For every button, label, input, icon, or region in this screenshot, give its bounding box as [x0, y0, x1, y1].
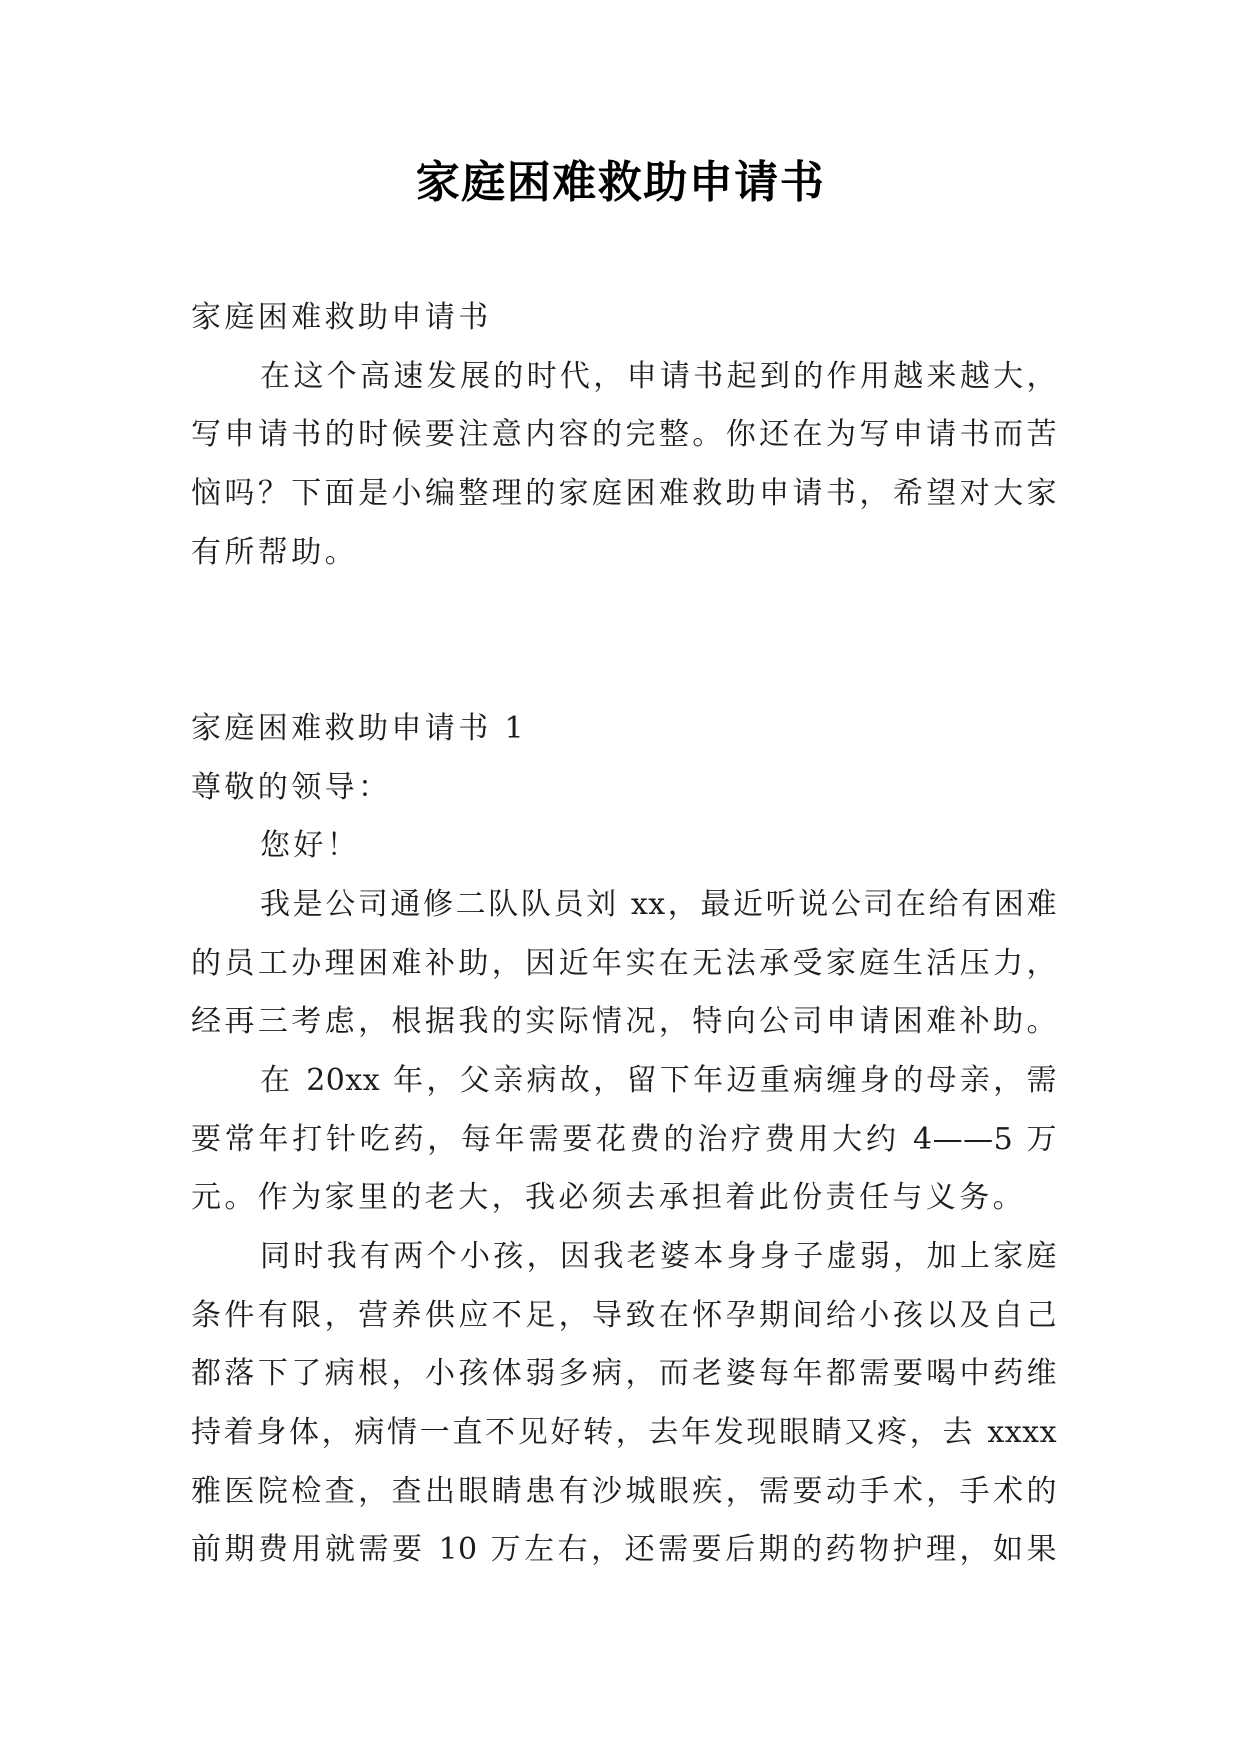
document-title: 家庭困难救助申请书 [415, 157, 826, 208]
letter-paragraph-line: 经再三考虑，根据我的实际情况，特向公司申请困难补助。 [191, 1004, 1057, 1040]
letter-salutation: 尊敬的领导： [191, 769, 392, 805]
intro-heading: 家庭困难救助申请书 [191, 300, 492, 335]
document-body [191, 289, 1057, 1580]
intro-paragraph-line: 写申请书的时候要注意内容的完整。你还在为写申请书而苦 [191, 417, 1057, 453]
letter-greeting: 您好！ [260, 828, 361, 864]
letter-paragraph-1 [191, 876, 1057, 1052]
intro-paragraph-line: 恼吗？下面是小编整理的家庭困难救助申请书，希望对大家 [191, 476, 1057, 512]
letter-heading: 家庭困难救助申请书 1 [191, 710, 528, 746]
letter-paragraph-line: 要常年打针吃药，每年需要花费的治疗费用大约 4——5 万 [191, 1121, 1057, 1157]
letter-paragraph-line: 元。作为家里的老大，我必须去承担着此份责任与义务。 [191, 1180, 1026, 1216]
letter-paragraph-line: 条件有限，营养供应不足，导致在怀孕期间给小孩以及自己 [191, 1297, 1057, 1333]
letter-paragraph-line: 前期费用就需要 10 万左右，还需要后期的药物护理，如果 [191, 1532, 1057, 1568]
letter-paragraph-line: 持着身体，病情一直不见好转，去年发现眼睛又疼，去 xxxx [191, 1415, 1057, 1451]
letter-paragraph-line: 的员工办理困难补助，因近年实在无法承受家庭生活压力， [191, 945, 1057, 981]
letter-paragraph-line: 雅医院检查，查出眼睛患有沙城眼疾，需要动手术，手术的 [191, 1473, 1057, 1509]
blank-line [191, 582, 1057, 641]
intro-paragraph-line: 有所帮助。 [191, 534, 358, 570]
letter-paragraph-line: 都落下了病根，小孩体弱多病，而老婆每年都需要喝中药维 [191, 1356, 1057, 1392]
intro-paragraph-line: 在这个高速发展的时代，申请书起到的作用越来越大， [260, 358, 1057, 394]
letter-paragraph-line: 我是公司通修二队队员刘 xx，最近听说公司在给有困难 [260, 886, 1057, 922]
letter-paragraph-line: 在 20xx 年，父亲病故，留下年迈重病缠身的母亲，需 [260, 1062, 1057, 1098]
letter-paragraph-line: 同时我有两个小孩，因我老婆本身身子虚弱，加上家庭 [260, 1239, 1057, 1274]
letter-paragraph-2 [191, 1052, 1057, 1228]
blank-line [191, 641, 1057, 700]
letter-paragraph-3 [191, 1228, 1057, 1580]
intro-paragraph [191, 348, 1057, 583]
